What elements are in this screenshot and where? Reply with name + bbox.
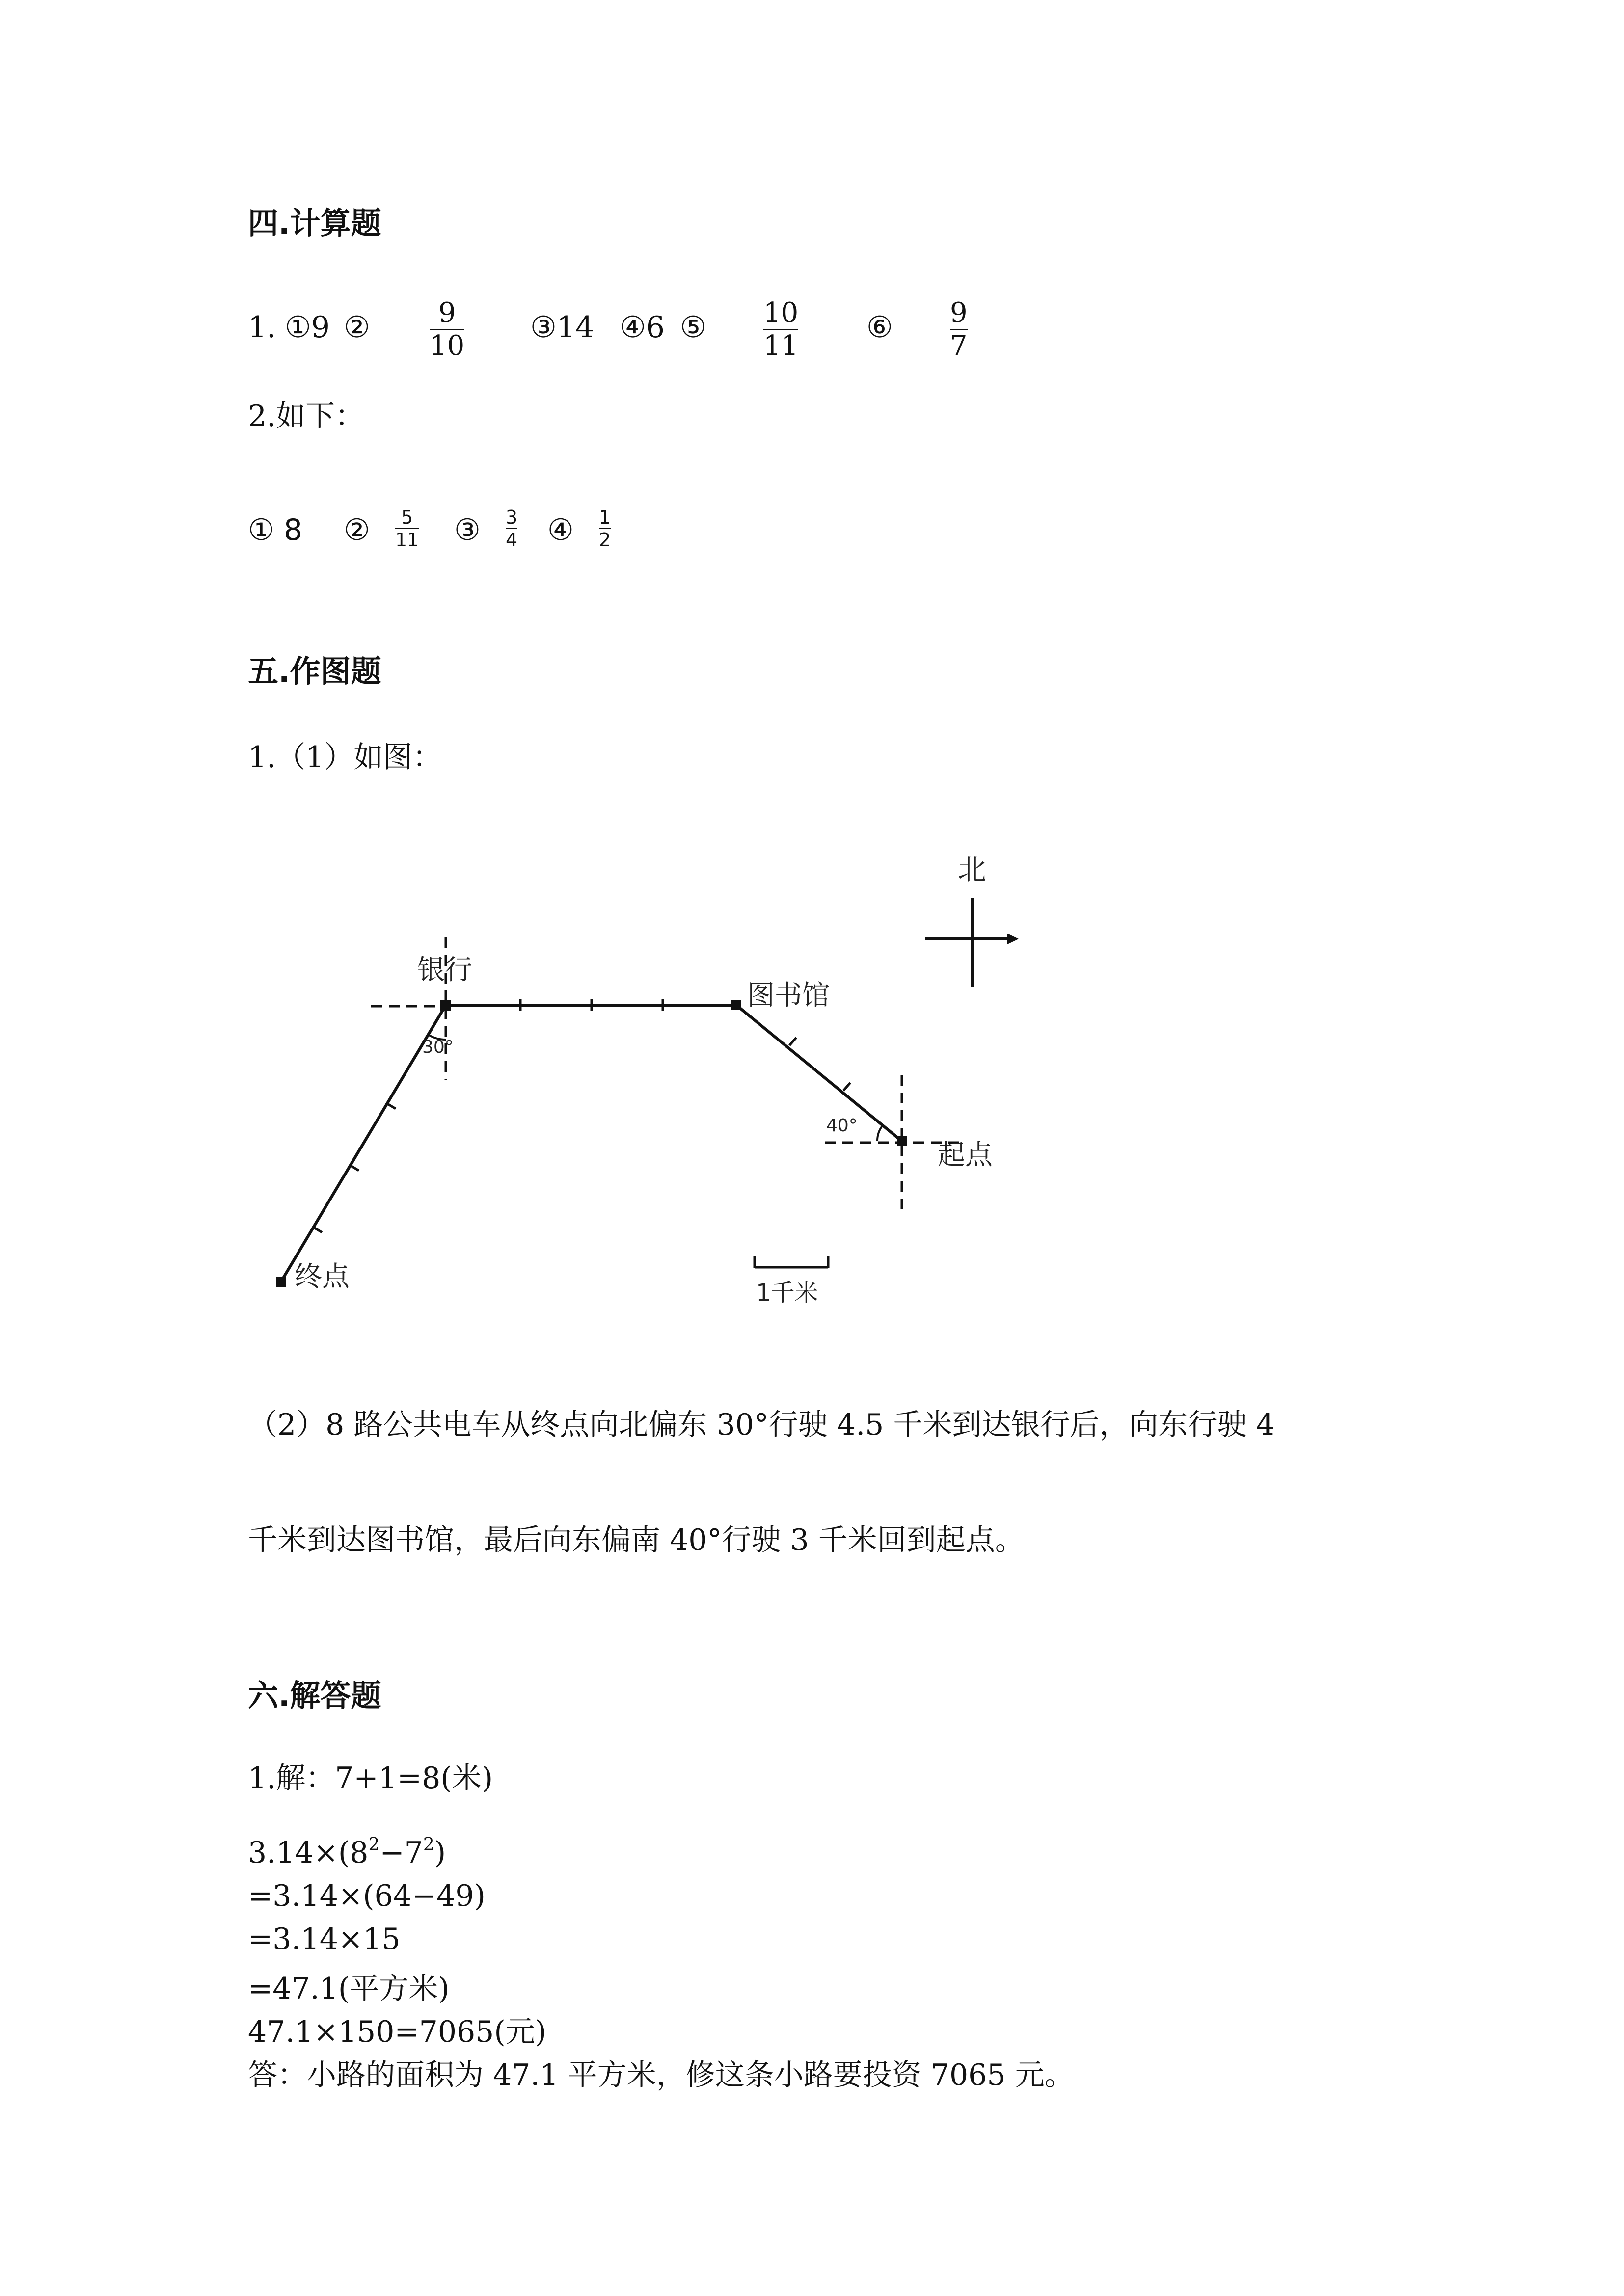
section-6-title: 六.解答题 [248,1678,381,1713]
section-5-title: 五.作图题 [248,653,381,689]
solution-line-5: =47.1(平方米) [248,1972,450,2006]
q1-prefix: 1. [248,310,276,345]
section-4-title: 四.计算题 [248,205,381,241]
q1-item-1: ①9 [285,310,330,345]
q1-item-6-mark: ⑥ [866,310,893,345]
library-point [731,1000,741,1010]
end-label: 终点 [295,1261,350,1293]
angle-30-label: 30° [422,1037,454,1057]
solution-line-3: =3.14×(64−49) [248,1879,486,1913]
denominator: 11 [763,330,799,362]
start-label: 起点 [938,1139,993,1171]
north-label: 北 [957,853,987,886]
bank-point [440,1000,451,1011]
answer-line: 答：小路的面积为 47.1 平方米，修这条小路要投资 7065 元。 [248,2058,1074,2092]
denominator: 2 [599,529,611,551]
q1-item-3: ③14 [530,310,595,345]
numerator: 9 [438,297,456,329]
numerator: 3 [506,507,518,528]
library-label: 图书馆 [747,980,830,1012]
q5-part1-label: 1.（1）如图： [248,740,442,774]
q2-prefix: 2.如下： [248,399,365,433]
q1-item-2-mark: ② [344,310,370,345]
q2-item-4-mark: ④ [547,513,574,547]
q1-item-4: ④6 [620,310,665,345]
numerator: 9 [950,297,968,329]
numerator: 1 [599,507,611,528]
q1-item-5-mark: ⑤ [680,310,706,345]
q2-item-2-mark: ② [344,513,370,547]
scale-label: 1千米 [756,1279,818,1307]
solution-line-2: $3.14\times(8^2-7^2)$ [248,1834,446,1870]
route-path [281,1005,902,1282]
end-point [276,1277,286,1287]
angle-arc-40 [877,1125,883,1141]
solution-line-4: =3.14×15 [248,1922,401,1956]
numerator: 5 [401,507,413,528]
north-compass [925,853,1019,987]
denominator: 4 [506,529,518,551]
q2-item-3-mark: ③ [454,513,481,547]
q5-part2-line2: 千米到达图书馆，最后向东偏南 40°行驶 3 千米回到起点。 [248,1523,1025,1557]
denominator: 11 [395,529,419,551]
scale-bar [755,1256,828,1268]
angle-40-label: 40° [826,1116,858,1136]
solution-line-1: 1.解：7+1=8(米) [248,1761,493,1795]
solution-line-6: 47.1×150=7065(元) [248,2015,547,2049]
numerator: 10 [763,297,799,329]
denominator: 10 [430,330,465,362]
q2-item-1: ① 8 [248,513,303,547]
denominator: 7 [950,330,968,362]
bank-label: 银行 [417,954,472,986]
q5-part2-line1: （2）8 路公共电车从终点向北偏东 30°行驶 4.5 千米到达银行后，向东行驶 4 [248,1408,1275,1442]
start-point [897,1136,907,1146]
